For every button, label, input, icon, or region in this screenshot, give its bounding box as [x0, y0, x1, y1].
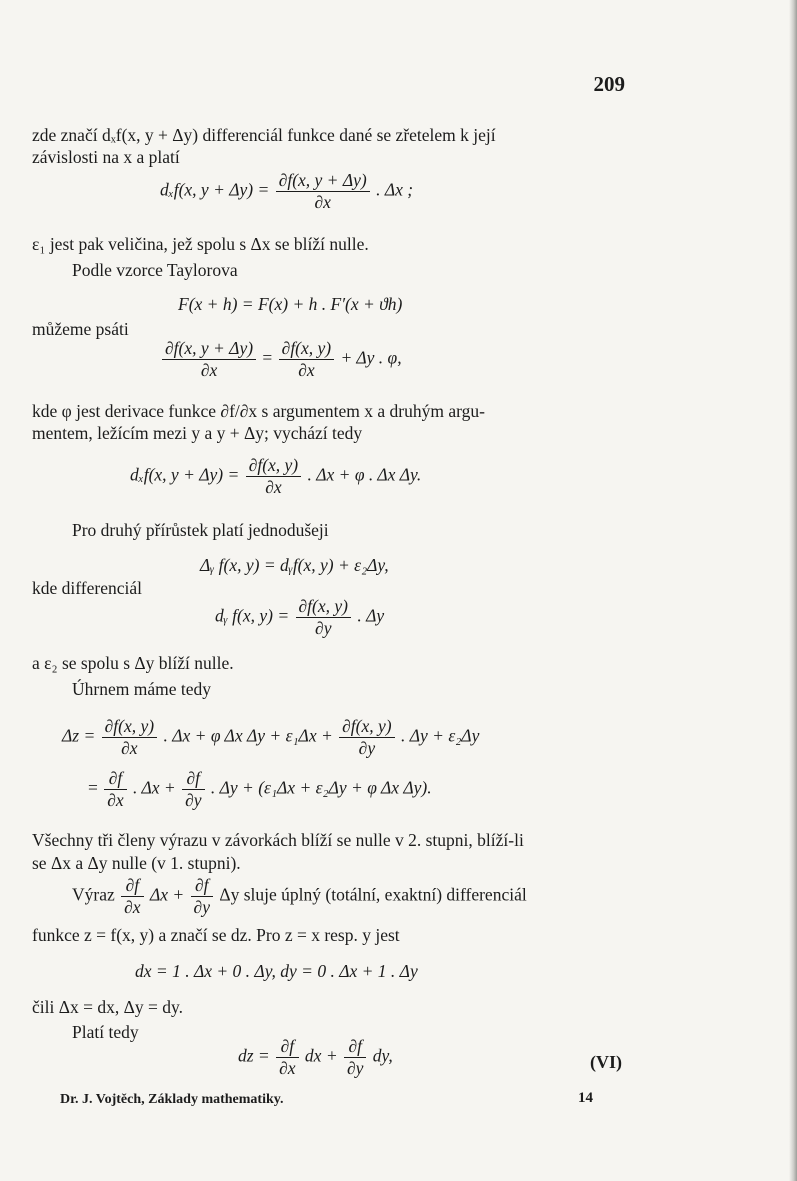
eq8-numerator-1: ∂f: [108, 768, 123, 788]
eq10-denominator-2: ∂y: [347, 1058, 364, 1078]
l14-suffix: Δy sluje úplný (totální, exaktní) differenciál: [219, 884, 527, 905]
page-number: 209: [593, 72, 625, 96]
eq8-mid: . Δx +: [133, 777, 176, 798]
equation-2: [178, 293, 402, 315]
text-line-2: závislosti na x a platí: [32, 147, 180, 167]
equation-4: [130, 455, 421, 498]
eq10-fraction-2: [344, 1036, 366, 1079]
eq5-text: Δᵧ f(x, y) = dᵧf(x, y) + ε₂Δy,: [200, 555, 389, 575]
equation-6: [215, 596, 384, 639]
text-line-9: kde differenciál: [32, 578, 142, 598]
eq7-numerator-1: ∂f(x, y): [104, 716, 155, 736]
l14-prefix: Výraz: [72, 884, 115, 905]
text-line-6: kde φ jest derivace funkce ∂f/∂x s argumentem x a druhým argu-: [32, 401, 485, 421]
eq10-denominator-1: ∂x: [279, 1058, 296, 1078]
eq10-numerator-1: ∂f: [280, 1036, 295, 1056]
eq3-mid: =: [262, 347, 273, 368]
eq10-mid: dx +: [304, 1045, 338, 1066]
eq6-numerator: ∂f(x, y): [298, 596, 348, 616]
eq4-right: . Δx + φ . Δx Δy.: [307, 464, 422, 485]
eq7-denominator-2: ∂y: [358, 738, 376, 758]
eq6-fraction: [296, 596, 351, 639]
equation-5: [200, 554, 389, 576]
eq2-text: F(x + h) = F(x) + h . F′(x + ϑh): [178, 294, 403, 314]
eq10-left: dz =: [238, 1045, 270, 1066]
l14-denominator-1: ∂x: [124, 897, 141, 917]
text-line-10: a ε₂ se spolu s Δy blíží nulle.: [32, 653, 234, 673]
eq8-left: =: [88, 777, 98, 798]
l14-numerator-2: ∂f: [195, 875, 209, 895]
eq3-right: + Δy . φ,: [340, 347, 402, 368]
eq8-denominator-2: ∂y: [185, 790, 202, 810]
text-line-16: čili Δx = dx, Δy = dy.: [32, 997, 183, 1017]
text-line-14: [72, 875, 527, 918]
footer-signature-number: 14: [578, 1090, 593, 1106]
eq6-right: . Δy: [357, 605, 385, 626]
eq6-denominator: ∂y: [315, 618, 332, 638]
text-line-15: funkce z = f(x, y) a značí se dz. Pro z = x resp. y jest: [32, 925, 400, 945]
equation-3: [160, 338, 402, 381]
eq9-text: dx = 1 . Δx + 0 . Δy, dy = 0 . Δx + 1 . Δy: [135, 961, 418, 981]
eq10-right: dy,: [372, 1045, 393, 1066]
l14-fraction-1: [121, 875, 143, 918]
text-line-5: můžeme psáti: [32, 319, 129, 339]
eq10-numerator-2: ∂f: [348, 1036, 362, 1056]
l14-middle: Δx +: [149, 884, 185, 905]
text-line-7: mentem, ležícím mezi y a y + Δy; vychází tedy: [32, 423, 363, 443]
eq7-numerator-2: ∂f(x, y): [342, 716, 392, 736]
eq8-numerator-2: ∂f: [186, 768, 201, 788]
equation-number: (VI): [590, 1052, 622, 1072]
eq1-fraction: [276, 170, 370, 213]
equation-8: [88, 768, 432, 811]
eq8-right: . Δy + (ε₁Δx + ε₂Δy + φ Δx Δy).: [210, 777, 432, 798]
eq4-numerator: ∂f(x, y): [248, 455, 299, 475]
eq3-denominator-2: ∂x: [298, 360, 315, 380]
l14-denominator-2: ∂y: [193, 897, 210, 917]
text-line-1: zde značí dₓf(x, y + Δy) differenciál funkce dané se zřetelem k její: [32, 125, 496, 145]
eq1-right: . Δx ;: [376, 179, 414, 200]
eq3-fraction-1: [162, 338, 256, 381]
eq1-denominator: ∂x: [314, 192, 331, 212]
equation-9: [135, 960, 418, 982]
eq1-left: dₓf(x, y + Δy) =: [160, 179, 270, 200]
text-line-13: se Δx a Δy nulle (v 1. stupni).: [32, 853, 241, 873]
eq7-right: . Δy + ε₂Δy: [400, 725, 480, 746]
equation-7: [62, 716, 479, 759]
text-line-3: ε₁ jest pak veličina, jež spolu s Δx se blíží nulle.: [32, 234, 369, 254]
eq3-fraction-2: [279, 338, 334, 381]
text-line-11: Úhrnem máme tedy: [72, 679, 211, 699]
eq4-denominator: ∂x: [265, 477, 282, 497]
footer-citation: Dr. J. Vojtěch, Základy mathematiky.: [60, 1092, 284, 1107]
text-line-8: Pro druhý přírůstek platí jednodušeji: [72, 520, 329, 540]
eq3-denominator-1: ∂x: [200, 360, 218, 380]
text-line-12: Všechny tři členy výrazu v závorkách blíží se nulle v 2. stupni, blíží-li: [32, 830, 524, 850]
eq10-fraction-1: [276, 1036, 298, 1079]
text-line-4: Podle vzorce Taylorova: [72, 260, 238, 280]
page-edge-shadow: [789, 0, 797, 1181]
eq6-left: dᵧ f(x, y) =: [215, 605, 290, 626]
l14-numerator-1: ∂f: [125, 875, 140, 895]
equation-1: [160, 170, 413, 213]
eq1-numerator: ∂f(x, y + Δy): [278, 170, 367, 190]
text-line-17: Platí tedy: [72, 1022, 139, 1042]
eq8-fraction-1: [104, 768, 126, 811]
eq3-numerator-2: ∂f(x, y): [281, 338, 332, 358]
eq4-fraction: [246, 455, 301, 498]
eq7-fraction-2: [339, 716, 394, 759]
equation-10: [238, 1036, 393, 1079]
eq8-denominator-1: ∂x: [107, 790, 124, 810]
eq7-left: Δz =: [62, 725, 96, 746]
l14-fraction-2: [191, 875, 213, 918]
eq3-numerator-1: ∂f(x, y + Δy): [165, 338, 254, 358]
eq7-mid: . Δx + φ Δx Δy + ε₁Δx +: [163, 725, 333, 746]
eq7-denominator-1: ∂x: [121, 738, 138, 758]
eq8-fraction-2: [182, 768, 204, 811]
eq4-left: dₓf(x, y + Δy) =: [130, 464, 240, 485]
eq7-fraction-1: [102, 716, 157, 759]
